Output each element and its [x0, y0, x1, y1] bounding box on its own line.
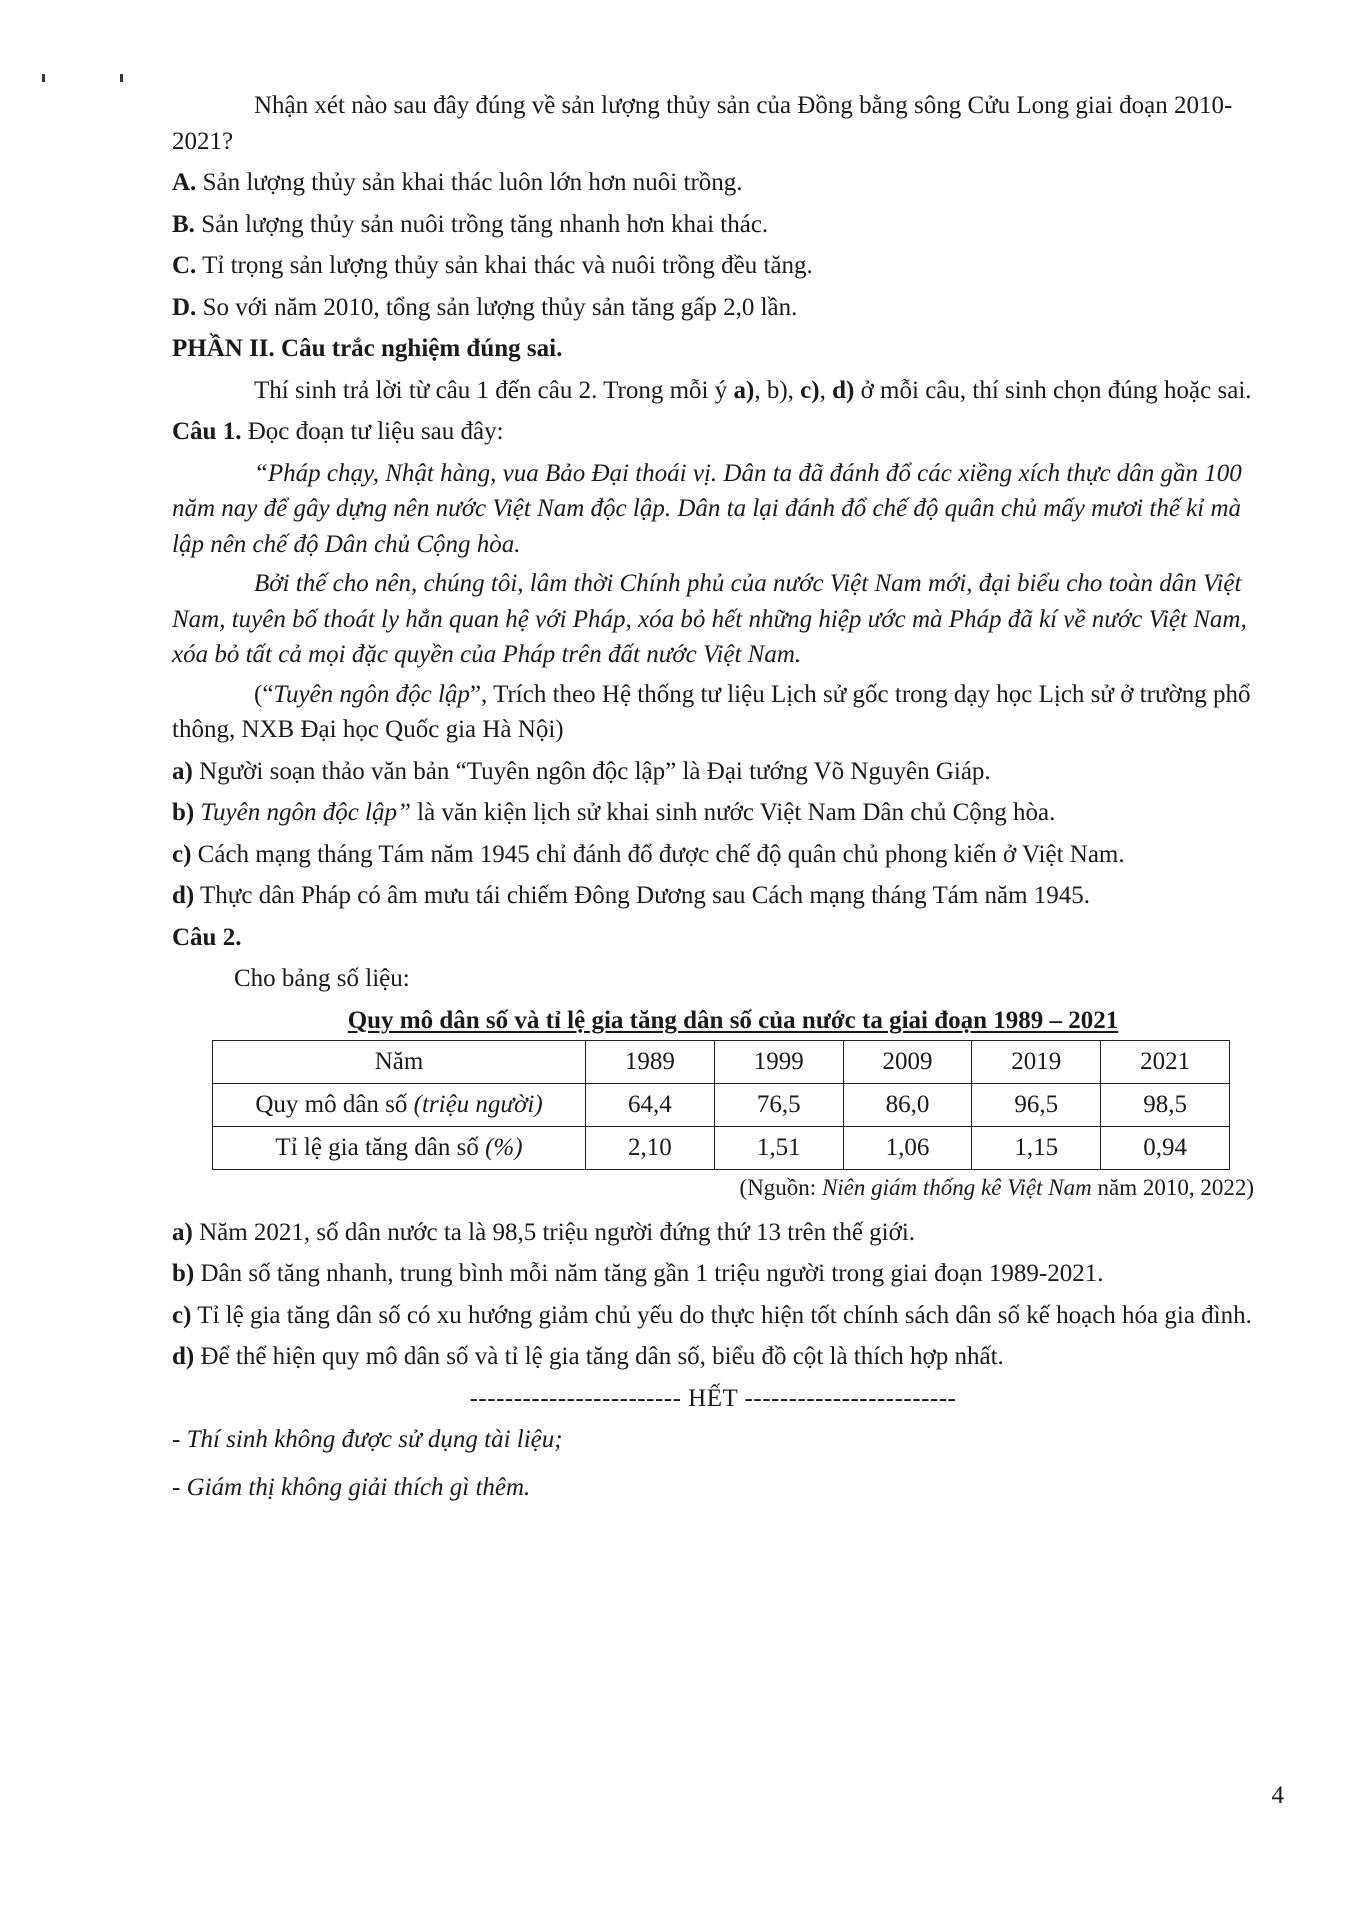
table-cell: 1,51	[714, 1127, 843, 1170]
table-cell: 98,5	[1101, 1084, 1230, 1127]
table-cell: 1,06	[843, 1127, 972, 1170]
quote-paragraph-2: Bởi thế cho nên, chúng tôi, lâm thời Chính phủ của nước Việt Nam mới, đại biểu cho toàn dân Việt Nam, tuyên bố thoát ly hẳn quan hệ với Pháp, xóa bỏ hết những hiệp ước mà Pháp đã kí về nước Việt Nam, xóa bỏ tất cả mọi đặc quyền của Pháp trên đất nước Việt Nam.	[172, 570, 1247, 668]
table-header-cell: Năm	[213, 1041, 586, 1084]
q2-item-d: d) Để thể hiện quy mô dân số và tỉ lệ gia tăng dân số, biểu đồ cột là thích hợp nhất.	[172, 1343, 1004, 1371]
q2-item-b: b) Dân số tăng nhanh, trung bình mỗi năm tăng gần 1 triệu người trong giai đoạn 1989-2021.	[172, 1260, 1104, 1288]
q2-item-c: c) Tỉ lệ gia tăng dân số có xu hướng giảm chủ yếu do thực hiện tốt chính sách dân số kế hoạch hóa gia đình.	[172, 1301, 1252, 1329]
part-instructions: Thí sinh trả lời từ câu 1 đến câu 2. Trong mỗi ý a), b), c), d) ở mỗi câu, thí sinh chọn đúng hoặc sai.	[254, 376, 1252, 404]
table-header-cell: 2009	[843, 1041, 972, 1084]
table-source: (Nguồn: Niên giám thống kê Việt Nam năm 2010, 2022)	[739, 1175, 1254, 1200]
table-cell: 86,0	[843, 1084, 972, 1127]
population-table	[212, 1040, 1230, 1170]
table-intro: Cho bảng số liệu:	[234, 965, 410, 992]
scan-mark	[120, 74, 123, 82]
option-c: C. Tỉ trọng sản lượng thủy sản khai thác và nuôi trồng đều tăng.	[172, 252, 813, 279]
table-cell: 64,4	[586, 1084, 715, 1127]
option-d: D. So với năm 2010, tổng sản lượng thủy sản tăng gấp 2,0 lần.	[172, 293, 798, 321]
scan-mark	[42, 74, 45, 82]
table-cell: 1,15	[972, 1127, 1101, 1170]
q1-item-c: c) Cách mạng tháng Tám năm 1945 chỉ đánh đổ được chế độ quân chủ phong kiến ở Việt Nam.	[172, 840, 1125, 868]
document-page	[172, 88, 1254, 1517]
end-marker: ------------------------ HẾT ------------------------	[469, 1384, 957, 1412]
option-b: B. Sản lượng thủy sản nuôi trồng tăng nhanh hơn khai thác.	[172, 210, 769, 238]
table-row	[213, 1084, 1230, 1127]
question-1-heading: Câu 1. Đọc đoạn tư liệu sau đây:	[172, 418, 504, 445]
option-a: A. Sản lượng thủy sản khai thác luôn lớn hơn nuôi trồng.	[172, 169, 743, 196]
q1-item-b: b) Tuyên ngôn độc lập” là văn kiện lịch sử khai sinh nước Việt Nam Dân chủ Cộng hòa.	[172, 799, 1056, 826]
table-cell: 0,94	[1101, 1127, 1230, 1170]
table-row	[213, 1041, 1230, 1084]
table-row-label: Tỉ lệ gia tăng dân số (%)	[213, 1127, 586, 1170]
table-cell: 96,5	[972, 1084, 1101, 1127]
table-title: Quy mô dân số và tỉ lệ gia tăng dân số của nước ta giai đoạn 1989 – 2021	[347, 1006, 1119, 1034]
table-header-cell: 1989	[586, 1041, 715, 1084]
table-cell: 2,10	[586, 1127, 715, 1170]
q1-item-d: d) Thực dân Pháp có âm mưu tái chiếm Đông Dương sau Cách mạng tháng Tám năm 1945.	[172, 882, 1091, 909]
part-heading: PHẦN II. Câu trắc nghiệm đúng sai.	[172, 335, 563, 362]
table-header-cell: 2019	[972, 1041, 1101, 1084]
table-cell: 76,5	[714, 1084, 843, 1127]
table-header-cell: 2021	[1101, 1041, 1230, 1084]
note-line: - Thí sinh không được sử dụng tài liệu;	[172, 1426, 563, 1454]
quote-source: (“Tuyên ngôn độc lập”, Trích theo Hệ thống tư liệu Lịch sử gốc trong dạy học Lịch sử ở trường phổ thông, NXB Đại học Quốc gia Hà Nội)	[172, 680, 1251, 743]
question-stem: Nhận xét nào sau đây đúng về sản lượng thủy sản của Đồng bằng sông Cửu Long giai đoạn 2010-2021?	[172, 92, 1233, 155]
table-row	[213, 1127, 1230, 1170]
q2-item-a: a) Năm 2021, số dân nước ta là 98,5 triệu người đứng thứ 13 trên thế giới.	[172, 1218, 916, 1246]
table-header-cell: 1999	[714, 1041, 843, 1084]
question-2-heading: Câu 2.	[172, 923, 242, 951]
quote-paragraph-1: “Pháp chạy, Nhật hàng, vua Bảo Đại thoái vị. Dân ta đã đánh đổ các xiềng xích thực dân gần 100 năm nay để gây dựng nên nước Việt Nam độc lập. Dân ta lại đánh đổ chế độ quân chủ mấy mươi thế kỉ mà lập nên chế độ Dân chủ Cộng hòa.	[172, 459, 1242, 558]
table-row-label: Quy mô dân số (triệu người)	[213, 1084, 586, 1127]
note-line: - Giám thị không giải thích gì thêm.	[172, 1473, 531, 1501]
page-number: 4	[1271, 1782, 1284, 1809]
q1-item-a: a) Người soạn thảo văn bản “Tuyên ngôn độc lập” là Đại tướng Võ Nguyên Giáp.	[172, 757, 991, 785]
